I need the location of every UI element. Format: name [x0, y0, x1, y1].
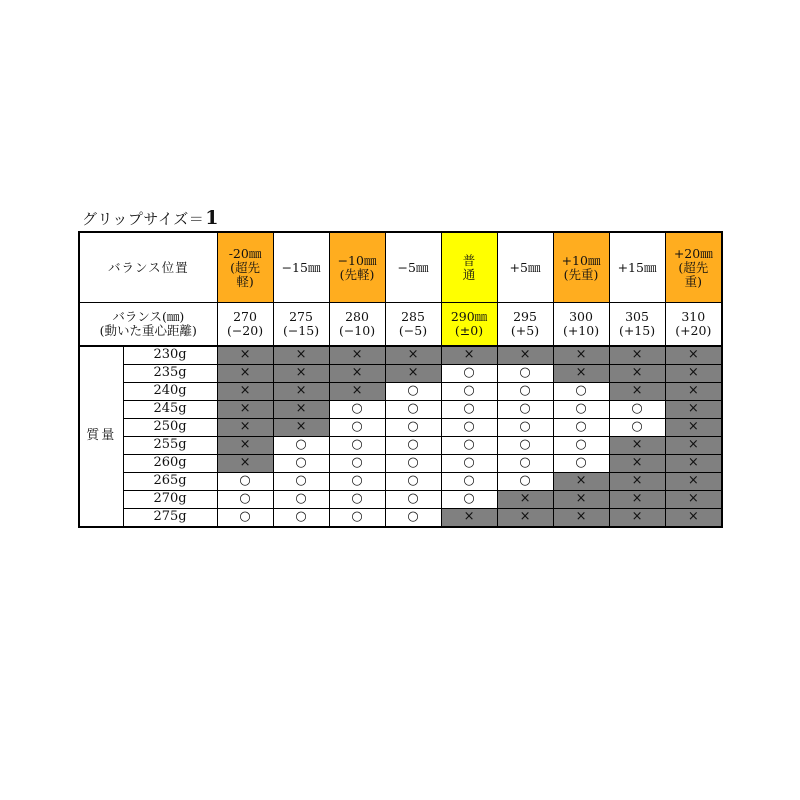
position-text: -20㎜ — [228, 245, 262, 261]
cell-suitable — [385, 455, 441, 473]
position-text: 普 — [462, 252, 476, 268]
cell-suitable — [441, 383, 497, 401]
cross-mark: × — [575, 473, 587, 489]
circle-mark: ○ — [351, 455, 363, 471]
circle-mark: ○ — [463, 455, 475, 471]
circle-mark: ○ — [519, 419, 531, 435]
cell-suitable — [217, 509, 273, 528]
circle-mark: ○ — [463, 365, 475, 381]
cell-not-suitable — [553, 473, 609, 491]
table-row — [79, 401, 722, 419]
cell-not-suitable — [665, 419, 722, 437]
position-text: −5㎜ — [397, 259, 429, 275]
cell-not-suitable — [665, 437, 722, 455]
circle-mark: ○ — [407, 509, 419, 525]
balance-position-header: バランス位置 — [79, 232, 217, 303]
balance-mm-value: 290㎜ — [450, 309, 488, 324]
cell-suitable — [273, 473, 329, 491]
cross-mark: × — [631, 491, 643, 507]
cell-suitable — [273, 437, 329, 455]
weight-label: 270g — [123, 491, 217, 509]
cell-suitable — [273, 455, 329, 473]
cross-mark: × — [239, 455, 251, 471]
cell-not-suitable — [329, 365, 385, 383]
grip-size-caption — [82, 207, 219, 229]
balance-mm-col-7 — [609, 303, 665, 347]
cell-not-suitable — [553, 491, 609, 509]
table-row — [79, 491, 722, 509]
cross-mark: × — [239, 365, 251, 381]
position-text: (超先 — [678, 259, 709, 275]
balance-mm-value: 280 — [345, 309, 369, 324]
table-row — [79, 473, 722, 491]
circle-mark: ○ — [351, 491, 363, 507]
cell-not-suitable — [217, 383, 273, 401]
circle-mark: ○ — [519, 473, 531, 489]
position-text: +10㎜ — [561, 252, 601, 268]
cross-mark: × — [519, 509, 531, 525]
circle-mark: ○ — [519, 401, 531, 417]
circle-mark: ○ — [463, 419, 475, 435]
balance-position-col-5 — [497, 232, 553, 303]
balance-delta-value: (−15) — [282, 323, 320, 338]
cell-not-suitable — [665, 365, 722, 383]
table-row — [79, 455, 722, 473]
circle-mark: ○ — [351, 401, 363, 417]
balance-mm-col-3 — [385, 303, 441, 347]
cell-not-suitable — [665, 346, 722, 365]
cell-not-suitable — [385, 346, 441, 365]
position-text: +5㎜ — [509, 259, 541, 275]
cross-mark: × — [239, 437, 251, 453]
table-row — [79, 346, 722, 365]
cross-mark: × — [687, 401, 699, 417]
cell-not-suitable — [609, 365, 665, 383]
circle-mark: ○ — [295, 455, 307, 471]
balance-mm-value: 295 — [513, 309, 537, 324]
cell-not-suitable — [273, 401, 329, 419]
position-text: 通 — [462, 266, 476, 282]
cell-not-suitable — [441, 509, 497, 528]
cell-not-suitable — [217, 346, 273, 365]
position-text: (超先 — [230, 259, 260, 275]
cell-not-suitable — [273, 365, 329, 383]
cell-not-suitable — [609, 491, 665, 509]
cell-suitable — [497, 437, 553, 455]
balance-delta-value: (+10) — [562, 323, 600, 338]
circle-mark: ○ — [463, 437, 475, 453]
cell-suitable — [441, 491, 497, 509]
cell-suitable — [273, 491, 329, 509]
cross-mark: × — [519, 347, 531, 363]
cell-suitable — [497, 473, 553, 491]
cell-not-suitable — [497, 491, 553, 509]
cross-mark: × — [407, 365, 419, 381]
position-text: 軽) — [236, 273, 254, 289]
cell-suitable — [329, 491, 385, 509]
cell-suitable — [441, 455, 497, 473]
weight-label: 275g — [123, 509, 217, 528]
cross-mark: × — [631, 455, 643, 471]
cross-mark: × — [687, 347, 699, 363]
weight-label: 255g — [123, 437, 217, 455]
circle-mark: ○ — [575, 419, 587, 435]
cross-mark: × — [687, 365, 699, 381]
balance-mm-col-8 — [665, 303, 722, 347]
position-text: (先重) — [563, 266, 599, 282]
circle-mark: ○ — [575, 455, 587, 471]
circle-mark: ○ — [519, 365, 531, 381]
mass-label: 質量 — [79, 346, 123, 527]
cell-not-suitable — [329, 383, 385, 401]
balance-mm-header — [79, 303, 217, 347]
balance-position-col-1 — [273, 232, 329, 303]
cross-mark: × — [295, 365, 307, 381]
cell-suitable — [609, 419, 665, 437]
cell-suitable — [385, 401, 441, 419]
balance-position-col-7 — [609, 232, 665, 303]
circle-mark: ○ — [407, 383, 419, 399]
circle-mark: ○ — [239, 509, 251, 525]
cell-suitable — [385, 491, 441, 509]
cell-suitable — [441, 419, 497, 437]
cell-suitable — [497, 401, 553, 419]
cross-mark: × — [631, 473, 643, 489]
cross-mark: × — [351, 365, 363, 381]
cell-suitable — [609, 401, 665, 419]
cell-suitable — [217, 473, 273, 491]
weight-label: 230g — [123, 346, 217, 365]
balance-mm-value: 300 — [569, 309, 593, 324]
circle-mark: ○ — [239, 473, 251, 489]
position-text: −15㎜ — [281, 259, 321, 275]
circle-mark: ○ — [351, 419, 363, 435]
cell-not-suitable — [665, 473, 722, 491]
cell-suitable — [553, 419, 609, 437]
cell-suitable — [441, 437, 497, 455]
table-row — [79, 383, 722, 401]
circle-mark: ○ — [463, 401, 475, 417]
cross-mark: × — [239, 347, 251, 363]
circle-mark: ○ — [575, 383, 587, 399]
cross-mark: × — [687, 437, 699, 453]
circle-mark: ○ — [295, 509, 307, 525]
cell-not-suitable — [497, 509, 553, 528]
circle-mark: ○ — [575, 401, 587, 417]
cell-not-suitable — [665, 491, 722, 509]
balance-mm-col-5 — [497, 303, 553, 347]
circle-mark: ○ — [463, 383, 475, 399]
balance-delta-value: (−5) — [398, 323, 428, 338]
circle-mark: ○ — [407, 491, 419, 507]
cell-not-suitable — [385, 365, 441, 383]
cell-not-suitable — [217, 455, 273, 473]
cell-not-suitable — [665, 455, 722, 473]
cell-suitable — [441, 401, 497, 419]
balance-position-col-0 — [217, 232, 273, 303]
circle-mark: ○ — [407, 437, 419, 453]
cell-suitable — [385, 473, 441, 491]
weight-label: 240g — [123, 383, 217, 401]
weight-label: 235g — [123, 365, 217, 383]
cell-suitable — [385, 383, 441, 401]
cross-mark: × — [463, 347, 475, 363]
balance-delta-value: (+15) — [618, 323, 656, 338]
cross-mark: × — [687, 455, 699, 471]
cell-not-suitable — [329, 346, 385, 365]
circle-mark: ○ — [239, 491, 251, 507]
cell-suitable — [497, 455, 553, 473]
cell-not-suitable — [609, 346, 665, 365]
balance-position-col-2 — [329, 232, 385, 303]
circle-mark: ○ — [407, 401, 419, 417]
cross-mark: × — [687, 473, 699, 489]
cell-not-suitable — [553, 346, 609, 365]
cell-suitable — [553, 455, 609, 473]
position-text: +20㎜ — [673, 245, 713, 261]
cell-suitable — [553, 437, 609, 455]
cross-mark: × — [575, 509, 587, 525]
circle-mark: ○ — [295, 491, 307, 507]
circle-mark: ○ — [351, 473, 363, 489]
circle-mark: ○ — [575, 437, 587, 453]
cross-mark: × — [519, 491, 531, 507]
balance-mm-value: 305 — [625, 309, 649, 324]
table-row — [79, 437, 722, 455]
cross-mark: × — [295, 347, 307, 363]
circle-mark: ○ — [351, 509, 363, 525]
weight-label: 245g — [123, 401, 217, 419]
cell-not-suitable — [273, 419, 329, 437]
cell-not-suitable — [217, 401, 273, 419]
balance-mm-col-0 — [217, 303, 273, 347]
grip-size-value: 1 — [205, 207, 219, 229]
cell-not-suitable — [497, 346, 553, 365]
balance-mm-label: バランス(㎜) — [112, 309, 185, 324]
cell-not-suitable — [609, 509, 665, 528]
cell-not-suitable — [609, 437, 665, 455]
circle-mark: ○ — [407, 473, 419, 489]
balance-mm-col-2 — [329, 303, 385, 347]
cross-mark: × — [631, 509, 643, 525]
position-text: (先軽) — [339, 266, 375, 282]
moved-distance-label: (動いた重心距離) — [99, 323, 197, 338]
cell-not-suitable — [665, 401, 722, 419]
table-row — [79, 365, 722, 383]
cross-mark: × — [239, 419, 251, 435]
cell-not-suitable — [609, 383, 665, 401]
cell-not-suitable — [217, 365, 273, 383]
cross-mark: × — [631, 437, 643, 453]
circle-mark: ○ — [519, 437, 531, 453]
balance-delta-value: (+5) — [510, 323, 540, 338]
cross-mark: × — [239, 383, 251, 399]
cross-mark: × — [351, 383, 363, 399]
cell-suitable — [385, 509, 441, 528]
circle-mark: ○ — [351, 437, 363, 453]
cross-mark: × — [575, 491, 587, 507]
cell-not-suitable — [217, 437, 273, 455]
circle-mark: ○ — [463, 473, 475, 489]
cell-not-suitable — [665, 509, 722, 528]
weight-label: 260g — [123, 455, 217, 473]
grip-size-label: グリップサイズ＝ — [82, 210, 205, 228]
position-text: 重) — [684, 273, 702, 289]
cell-not-suitable — [441, 346, 497, 365]
cell-suitable — [553, 401, 609, 419]
cell-suitable — [329, 473, 385, 491]
cell-suitable — [441, 365, 497, 383]
circle-mark: ○ — [295, 437, 307, 453]
cross-mark: × — [351, 347, 363, 363]
cell-not-suitable — [273, 346, 329, 365]
cross-mark: × — [631, 365, 643, 381]
balance-mm-col-4 — [441, 303, 497, 347]
cell-suitable — [497, 419, 553, 437]
position-text: +15㎜ — [617, 259, 657, 275]
cell-suitable — [553, 383, 609, 401]
cross-mark: × — [407, 347, 419, 363]
cell-not-suitable — [273, 383, 329, 401]
balance-position-col-6 — [553, 232, 609, 303]
cell-not-suitable — [609, 473, 665, 491]
cell-suitable — [497, 365, 553, 383]
circle-mark: ○ — [463, 491, 475, 507]
cell-not-suitable — [665, 383, 722, 401]
balance-delta-value: (−10) — [338, 323, 376, 338]
cell-not-suitable — [553, 365, 609, 383]
balance-mm-value: 310 — [681, 309, 706, 324]
cross-mark: × — [687, 491, 699, 507]
balance-delta-value: (+20) — [675, 323, 712, 338]
cross-mark: × — [575, 347, 587, 363]
table-row — [79, 419, 722, 437]
cross-mark: × — [239, 401, 251, 417]
balance-mm-value: 275 — [289, 309, 313, 324]
cell-suitable — [217, 491, 273, 509]
cell-suitable — [385, 437, 441, 455]
weight-label: 265g — [123, 473, 217, 491]
balance-mm-value: 270 — [233, 309, 257, 324]
cell-suitable — [329, 419, 385, 437]
cross-mark: × — [295, 383, 307, 399]
balance-position-col-4 — [441, 232, 497, 303]
cross-mark: × — [631, 347, 643, 363]
circle-mark: ○ — [631, 419, 643, 435]
cell-not-suitable — [553, 509, 609, 528]
cell-not-suitable — [217, 419, 273, 437]
circle-mark: ○ — [295, 473, 307, 489]
cross-mark: × — [631, 383, 643, 399]
position-text: −10㎜ — [337, 252, 377, 268]
circle-mark: ○ — [407, 419, 419, 435]
cell-suitable — [329, 455, 385, 473]
cell-suitable — [497, 383, 553, 401]
balance-mm-value: 285 — [401, 309, 425, 324]
balance-weight-table — [78, 231, 723, 528]
cell-suitable — [329, 509, 385, 528]
balance-mm-col-6 — [553, 303, 609, 347]
cell-suitable — [329, 437, 385, 455]
cell-suitable — [329, 401, 385, 419]
circle-mark: ○ — [407, 455, 419, 471]
cross-mark: × — [295, 401, 307, 417]
balance-position-col-8 — [665, 232, 722, 303]
cross-mark: × — [463, 509, 475, 525]
balance-delta-value: (−20) — [226, 323, 264, 338]
cross-mark: × — [687, 383, 699, 399]
cell-suitable — [385, 419, 441, 437]
balance-position-col-3 — [385, 232, 441, 303]
cross-mark: × — [687, 419, 699, 435]
cell-not-suitable — [609, 455, 665, 473]
cross-mark: × — [575, 365, 587, 381]
balance-mm-col-1 — [273, 303, 329, 347]
cross-mark: × — [687, 509, 699, 525]
cell-suitable — [441, 473, 497, 491]
circle-mark: ○ — [519, 455, 531, 471]
table-row — [79, 509, 722, 528]
cross-mark: × — [295, 419, 307, 435]
circle-mark: ○ — [631, 401, 643, 417]
balance-delta-value: (±0) — [454, 323, 484, 338]
cell-suitable — [273, 509, 329, 528]
weight-label: 250g — [123, 419, 217, 437]
circle-mark: ○ — [519, 383, 531, 399]
